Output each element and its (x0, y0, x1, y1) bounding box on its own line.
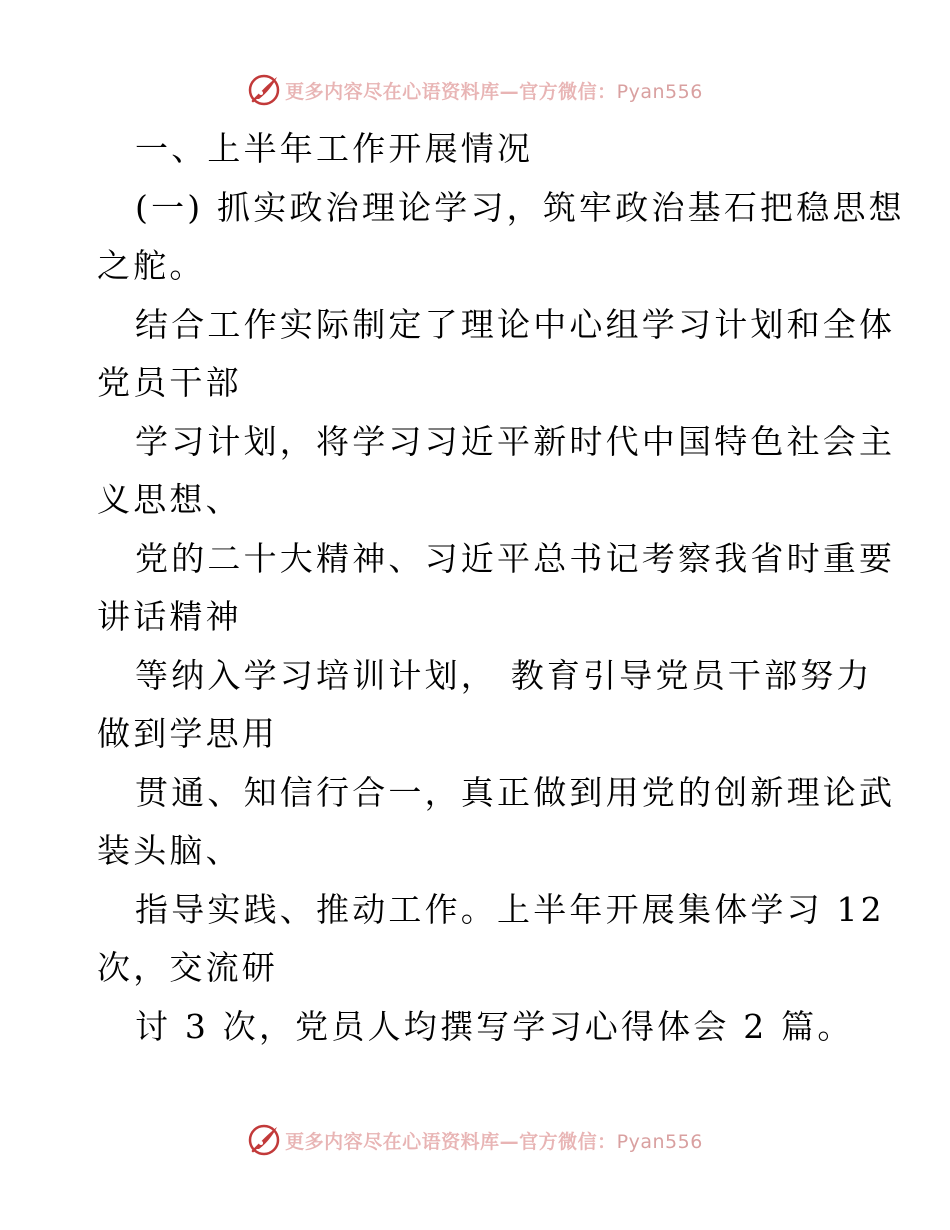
watermark-text (285, 1127, 703, 1154)
paragraph-line: 装头脑、 (97, 831, 242, 870)
document-body (97, 120, 905, 1056)
header-watermark (0, 70, 950, 110)
paragraph-line: 一、上半年工作开展情况 (135, 129, 534, 168)
watermark-cn-text: 更多内容尽在心语资料库—官方微信： (285, 80, 617, 103)
paragraph-line: 之舵。 (97, 246, 206, 285)
paragraph-line: 讲话精神 (97, 597, 242, 636)
paragraph-line: 指导实践、推动工作。上半年开展集体学习 12 (135, 889, 885, 929)
paragraph-line: 讨 3 次，党员人均撰写学习心得体会 2 篇。 (135, 1006, 854, 1046)
paragraph-line: 贯通、知信行合一，真正做到用党的创新理论武 (135, 772, 896, 812)
paragraph-line: 结合工作实际制定了理论中心组学习计划和全体 (135, 304, 896, 344)
quill-pen-logo-icon (247, 73, 281, 107)
watermark-wechat-id: Pyan556 (616, 80, 703, 103)
paragraph-line: (一) 抓实政治理论学习，筑牢政治基石把稳思想 (135, 187, 905, 227)
paragraph-line: 做到学思用 (97, 714, 278, 753)
paragraph-line: 义思想、 (97, 480, 242, 519)
paragraph-line: 次，交流研 (97, 948, 278, 987)
paragraph-line: 学习计划，将学习习近平新时代中国特色社会主 (135, 421, 896, 461)
footer-watermark (0, 1120, 950, 1160)
watermark-wechat-id: Pyan556 (616, 1130, 703, 1153)
paragraph-line: 等纳入学习培训计划， 教育引导党员干部努力 (135, 655, 873, 695)
paragraph-line: 党员干部 (97, 363, 242, 402)
watermark-cn-text: 更多内容尽在心语资料库—官方微信： (285, 1130, 617, 1153)
watermark-text (285, 77, 703, 104)
paragraph-line: 党的二十大精神、习近平总书记考察我省时重要 (135, 538, 896, 578)
quill-pen-logo-icon (247, 1123, 281, 1157)
